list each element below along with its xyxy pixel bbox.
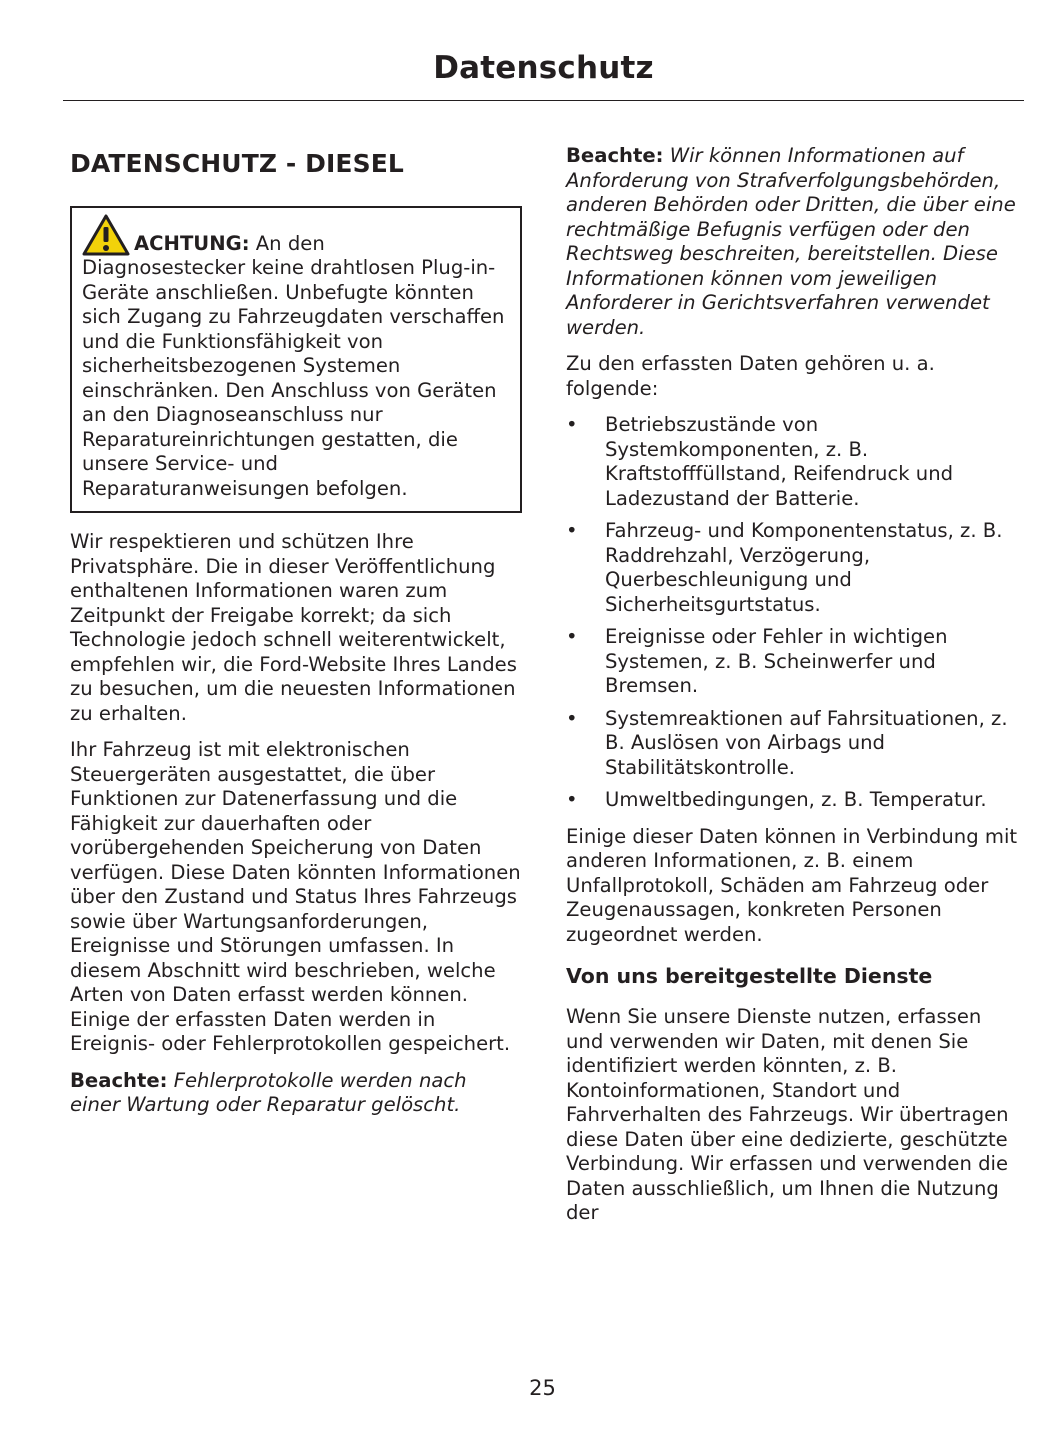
- list-item: • Ereignisse oder Fehler in wichtigen Systemen, z. B. Scheinwerfer und Bremsen.: [566, 625, 948, 697]
- list-item: • Umweltbedingungen, z. B. Temperatur.: [566, 788, 987, 811]
- bullet-icon: •: [566, 413, 578, 436]
- note-text: Fehlerprotokolle werden nach einer Wartung oder Reparatur gelöscht.: [70, 1068, 467, 1116]
- page-header: [63, 44, 1024, 101]
- collected-data-intro: Zu den erfassten Daten gehören u. a. folgende:: [566, 352, 935, 400]
- privacy-paragraph: Wir respektieren und schützen Ihre Privatsphäre. Die in dieser Veröffentlichung enthaltenen Informationen waren zum Zeitpunkt der Freigabe korrekt; da sich Technologie jedoch schnell weiterentwickelt, empfehlen wir, die Ford-Website Ihres Landes zu besuchen, um die neuesten Informationen zu erhalten.: [70, 530, 517, 725]
- note-label: Beachte:: [566, 144, 664, 167]
- section-title: DATENSCHUTZ - DIESEL: [70, 149, 404, 178]
- bullet-icon: •: [566, 519, 578, 542]
- collected-data-list: [566, 413, 1024, 813]
- services-subtitle: Von uns bereitgestellte Dienste: [566, 964, 933, 988]
- right-column: [566, 144, 1024, 1238]
- list-item: • Systemreaktionen auf Fahrsituationen, z. B. Auslösen von Airbags und Stabilitätskontrolle.: [566, 706, 1008, 779]
- note-error-logs: [70, 1069, 522, 1118]
- bullet-icon: •: [566, 706, 578, 730]
- personal-link-paragraph: Einige dieser Daten können in Verbindung mit anderen Informationen, z. B. einem Unfallprotokoll, Schäden am Fahrzeug oder Zeugenaussagen, konkreten Personen zugeordnet werden.: [566, 824, 1018, 946]
- warning-first-line: [82, 214, 510, 256]
- warning-triangle-icon: [82, 214, 130, 256]
- left-column: [70, 144, 522, 1130]
- ecu-paragraph: Ihr Fahrzeug ist mit elektronischen Steuergeräten ausgestattet, die über Funktionen zur Datenerfassung und die Fähigkeit zur dauerhaften oder vorübergehenden Speicherung von Daten verfügen. Diese Daten könnten Informationen über den Zustand und Status Ihres Fahrzeugs sowie über Wartungsanforderungen, Ereignisse und Störungen umfassen. In diesem Abschnitt wird beschrieben, welche Arten von Daten erfasst werden können. Einige der erfassten Daten werden in Ereignis- oder Fehlerprotokollen gespeichert.: [70, 738, 521, 1055]
- services-paragraph: Wenn Sie unsere Dienste nutzen, erfassen und verwenden wir Daten, mit denen Sie identifiziert werden könnten, z. B. Kontoinformationen, Standort und Fahrverhalten des Fahrzeugs. Wir übertragen diese Daten über eine dedizierte, geschützte Verbindung. Wir erfassen und verwenden die Daten ausschließlich, um Ihnen die Nutzung der: [566, 1005, 1009, 1224]
- note-label: Beachte:: [70, 1068, 168, 1092]
- bullet-icon: •: [566, 788, 578, 811]
- note-authorities: [566, 144, 1024, 340]
- page-number: 25: [529, 1376, 556, 1400]
- page-title: Datenschutz: [433, 50, 654, 86]
- list-item: • Fahrzeug- und Komponentenstatus, z. B. Raddrehzahl, Verzögerung, Querbeschleunigung und Sicherheitsgurtstatus.: [566, 519, 1003, 616]
- list-item: • Betriebszustände von Systemkomponenten, z. B. Kraftstofffüllstand, Reifendruck und Ladezustand der Batterie.: [566, 413, 954, 510]
- bullet-icon: •: [566, 625, 578, 648]
- warning-text-rest: Diagnosestecker keine drahtlosen Plug-in-Geräte anschließen. Unbefugte könnten sich Zugang zu Fahrzeugdaten verschaffen und die Funktionsfähigkeit von sicherheitsbezogenen Systemen einschränken. Den Anschluss von Geräten an den Diagnoseanschluss nur Reparatureinrichtungen gestatten, die unsere Service- und Reparaturanweisungen befolgen.: [82, 256, 505, 500]
- warning-text-first: An den: [249, 231, 325, 255]
- note-text: Wir können Informationen auf Anforderung von Strafverfolgungsbehörden, anderen Behörden oder Dritten, die über eine rechtmäßige Befugnis verfügen oder den Rechtsweg beschreiten, bereitstellen. Diese Informationen können vom jeweiligen Anforderer in Gerichtsverfahren verwendet werden.: [566, 144, 1016, 339]
- warning-text: [82, 214, 510, 501]
- warning-box: [70, 206, 522, 513]
- warning-label: ACHTUNG:: [134, 231, 250, 255]
